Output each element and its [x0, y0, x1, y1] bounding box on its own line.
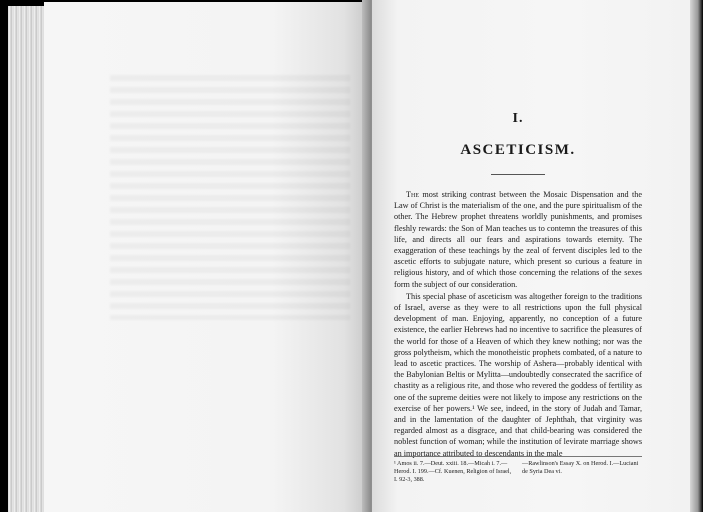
- paragraph-text: most striking contrast between the Mosaic Dispensation and the Law of Christ is the materialism of the one, and the pure spiritualism of the other. The Hebrew prophet threatens worldly punishments, and promises fleshly rewards: the Son of Man teaches us to contemn the treasures of this life, and directs all our fears and aspirations towards eternity. The exaggeration of these teachings by the zeal of fervent disciples led to the ascetic efforts to subjugate nature, which present so curious a feature in religious history, and of which those concerning the relations of the sexes form the subject of our consideration.: [394, 190, 642, 289]
- footnote-right: —Rawlinson's Essay X. on Herod. I.—Luciani de Syria Dea vi.: [522, 460, 639, 475]
- right-page-edge: [690, 0, 703, 512]
- title-divider: [491, 174, 545, 175]
- chapter-number: I.: [512, 111, 524, 126]
- paragraph-lead: The: [406, 190, 419, 199]
- footnote-left: ¹ Amos ii. 7.—Deut. xxiii. 18.—Micah i. 7.—Herod. I. 199.—Cf. Kuenen, Religion of Israel, I. 92-3, 388.: [394, 460, 512, 483]
- body-text: [394, 189, 642, 459]
- paragraph-text: This special phase of asceticism was altogether foreign to the traditions of Israel, averse as they were to all restrictions upon the full physical development of man. Enjoying, apparently, no conception of a future existence, the earlier Hebrews had no incentive to sacrifice the pleasures of the world for those of a Heaven of which they knew nothing; nor was the gross polytheism, which the monotheistic prophets combated, of a nature to lead to ascetic practices. The worship of Ashera—probably identical with the Babylonian Beltis or Mylitta—undoubtedly consecrated the sacrifice of chastity as a religious rite, and those who revered the goddess of fertility as one of the supreme deities were not likely to impose any restrictions on the exercise of her powers.¹ We see, indeed, in the story of Judah and Tamar, and in the lamentation of the daughter of Jephthah, that virginity was regarded almost as a disgrace, and that child-bearing was considered the noblest function of woman; while the institution of levirate marriage shows an importance attributed to descendants in the male: [394, 291, 642, 458]
- footnotes: [394, 460, 642, 484]
- paragraph: [394, 189, 642, 290]
- left-page-bleedthrough: [110, 75, 350, 320]
- footnote-divider: [394, 456, 642, 457]
- paragraph: [394, 291, 642, 459]
- page-text-block: [394, 110, 642, 483]
- chapter-title: ASCETICISM.: [460, 142, 576, 158]
